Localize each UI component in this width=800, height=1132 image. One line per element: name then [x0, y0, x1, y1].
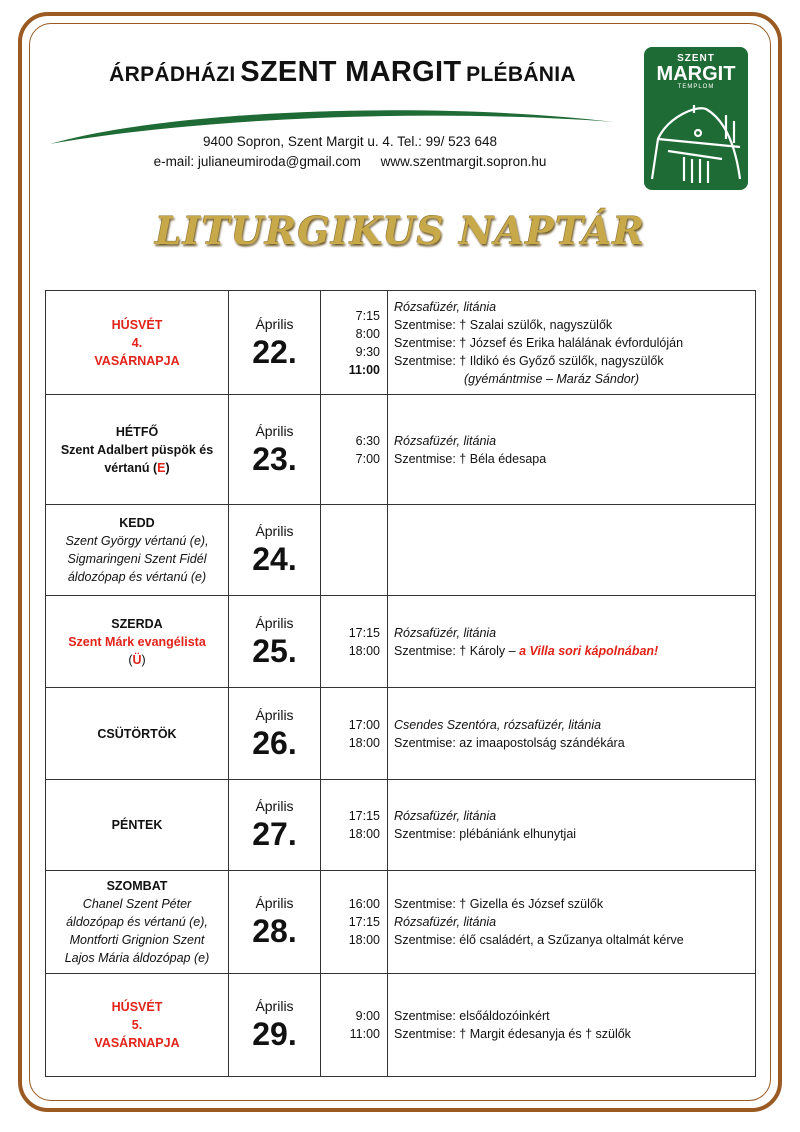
day-number: 29.	[252, 1016, 297, 1052]
day-line: áldozópap és vértanú (e),	[66, 915, 208, 929]
time-entry: 6:30	[355, 433, 380, 448]
event-entry: Rózsafüzér, litánia	[394, 433, 497, 448]
day-number: 22.	[252, 333, 297, 370]
day-line: Sigmaringeni Szent Fidél	[67, 552, 207, 566]
day-line: vértanú (E)	[104, 460, 170, 475]
day-line: HÚSVÉT	[111, 317, 163, 332]
day-line: Lajos Mária áldozópap (e)	[64, 951, 210, 965]
time-entry: 9:00	[355, 1009, 380, 1023]
month-label: Április	[255, 523, 294, 539]
parish-name	[75, 56, 610, 89]
calendar-row	[46, 505, 756, 596]
month-label: Április	[255, 422, 294, 439]
calendar-row	[46, 395, 756, 505]
event-entry: (gyémántmise – Maráz Sándor)	[464, 371, 640, 386]
calendar-row	[46, 596, 756, 688]
email-text: e-mail: julianeumiroda@gmail.com	[153, 154, 361, 169]
time-entry: 18:00	[348, 735, 380, 750]
day-line: 5.	[131, 1018, 143, 1032]
event-entry: Szentmise: † Margit édesanyja és † szülők	[394, 1027, 631, 1041]
times-cell	[321, 974, 388, 1077]
day-line: Szent Adalbert püspök és	[60, 442, 214, 457]
event-entry: Szentmise: † József és Erika halálának évfordulóján	[394, 335, 684, 350]
day-cell	[46, 395, 229, 505]
logo-line-2: MARGIT	[656, 63, 736, 85]
logo-line-1: SZENT	[677, 53, 715, 64]
event-entry: Szentmise: † Károly – a Villa sori kápolnában!	[394, 643, 659, 658]
event-entry: Csendes Szentóra, rózsafüzér, litánia	[394, 717, 602, 732]
day-line-highlight: E	[157, 460, 166, 475]
time-entry: 11:00	[349, 1027, 380, 1041]
events-cell	[388, 596, 756, 688]
day-line: HÉTFŐ	[115, 424, 159, 439]
day-line: áldozópap és vértanú (e)	[67, 570, 207, 584]
day-line: VASÁRNAPJA	[94, 353, 180, 368]
event-entry: Szentmise: † Szalai szülők, nagyszülők	[394, 317, 613, 332]
calendar-body	[46, 291, 756, 1077]
event-entry: Szentmise: elsőáldozóinkért	[394, 1009, 550, 1023]
day-line: Chanel Szent Péter	[82, 897, 192, 911]
day-cell	[46, 291, 229, 395]
day-cell	[46, 780, 229, 871]
time-entry: 18:00	[348, 827, 380, 841]
website-text: www.szentmargit.sopron.hu	[380, 154, 547, 169]
day-number: 23.	[252, 440, 297, 477]
day-number: 25.	[252, 632, 297, 669]
times-cell	[321, 395, 388, 505]
events-cell	[388, 871, 756, 974]
day-line-highlight: Ü	[132, 652, 142, 667]
month-label: Április	[255, 706, 294, 723]
day-cell	[46, 505, 229, 596]
day-cell	[46, 596, 229, 688]
liturgical-calendar-table	[45, 290, 756, 1077]
day-line: VASÁRNAPJA	[94, 1036, 180, 1050]
date-cell	[229, 780, 321, 871]
events-cell	[388, 974, 756, 1077]
time-entry: 17:00	[348, 717, 380, 732]
date-cell	[229, 505, 321, 596]
events-cell	[388, 688, 756, 780]
event-entry: Szentmise: † Gizella és József szülők	[394, 897, 604, 911]
time-entry: 8:00	[355, 326, 380, 341]
day-line: SZOMBAT	[106, 879, 168, 893]
event-entry: Szentmise: † Ildikó és Győző szülők, nagyszülők	[394, 353, 664, 368]
day-line: Montforti Grignion Szent	[69, 933, 205, 947]
parish-name-main: SZENT MARGIT	[240, 56, 462, 88]
parish-name-prefix: ÁRPÁDHÁZI	[109, 63, 236, 86]
calendar-row	[46, 780, 756, 871]
calendar-row	[46, 871, 756, 974]
day-line: SZERDA	[111, 616, 163, 631]
date-cell	[229, 688, 321, 780]
email-web-line	[110, 152, 590, 172]
event-entry: Szentmise: élő családért, a Szűzanya oltalmát kérve	[394, 933, 684, 947]
day-line: (Ü)	[128, 652, 146, 667]
day-line: KEDD	[119, 516, 155, 530]
time-entry: 7:15	[355, 308, 380, 323]
day-cell	[46, 688, 229, 780]
day-line: PÉNTEK	[111, 818, 163, 832]
event-entry: Szentmise: † Béla édesapa	[394, 451, 547, 466]
event-entry: Rózsafüzér, litánia	[394, 809, 497, 823]
day-line: Szent Márk evangélista	[68, 634, 206, 649]
day-cell	[46, 871, 229, 974]
day-number: 24.	[252, 541, 297, 577]
address-line: 9400 Sopron, Szent Margit u. 4. Tel.: 99/ 523 648	[203, 134, 497, 149]
day-line: Szent György vértanú (e),	[65, 534, 209, 548]
event-entry: Szentmise: az imaapostolság szándékára	[394, 735, 625, 750]
month-label: Április	[255, 798, 294, 814]
date-cell	[229, 596, 321, 688]
day-line: 4.	[131, 335, 143, 350]
events-cell	[388, 395, 756, 505]
times-cell	[321, 505, 388, 596]
event-entry-highlight: a Villa sori kápolnában!	[519, 643, 659, 658]
times-cell	[321, 780, 388, 871]
events-cell	[388, 505, 756, 596]
month-label: Április	[255, 614, 294, 631]
time-entry: 16:00	[348, 897, 380, 911]
events-cell	[388, 291, 756, 395]
time-entry: 11:00	[348, 362, 380, 377]
time-entry: 17:15	[348, 915, 380, 929]
time-entry: 18:00	[348, 933, 380, 947]
day-number: 28.	[252, 913, 297, 949]
event-entry: Rózsafüzér, litánia	[394, 625, 497, 640]
church-facade-icon	[644, 99, 748, 190]
page-title: LITURGIKUS NAPTÁR	[154, 208, 646, 253]
calendar-row	[46, 974, 756, 1077]
day-cell	[46, 974, 229, 1077]
times-cell	[321, 871, 388, 974]
day-number: 27.	[252, 816, 297, 852]
times-cell	[321, 291, 388, 395]
event-entry: Rózsafüzér, litánia	[394, 299, 497, 314]
event-entry: Szentmise: plébániánk elhunytjai	[394, 827, 577, 841]
times-cell	[321, 596, 388, 688]
month-label: Április	[255, 998, 294, 1014]
day-line: HÚSVÉT	[111, 1000, 163, 1014]
date-cell	[229, 974, 321, 1077]
month-label: Április	[255, 895, 294, 911]
church-logo	[644, 47, 748, 190]
time-entry: 18:00	[348, 643, 380, 658]
month-label: Április	[255, 315, 294, 332]
times-cell	[321, 688, 388, 780]
day-number: 26.	[252, 724, 297, 761]
logo-line-3: TEMPLOM	[677, 84, 715, 90]
date-cell	[229, 395, 321, 505]
parish-name-suffix: PLÉBÁNIA	[466, 63, 576, 86]
date-cell	[229, 291, 321, 395]
contact-info	[110, 132, 590, 172]
calendar-row	[46, 688, 756, 780]
time-entry: 17:15	[348, 809, 380, 823]
date-cell	[229, 871, 321, 974]
events-cell	[388, 780, 756, 871]
time-entry: 7:00	[355, 451, 380, 466]
calendar-row	[46, 291, 756, 395]
day-line: CSÜTÖRTÖK	[97, 726, 177, 741]
event-entry: Rózsafüzér, litánia	[394, 915, 497, 929]
time-entry: 17:15	[348, 625, 380, 640]
time-entry: 9:30	[355, 344, 380, 359]
